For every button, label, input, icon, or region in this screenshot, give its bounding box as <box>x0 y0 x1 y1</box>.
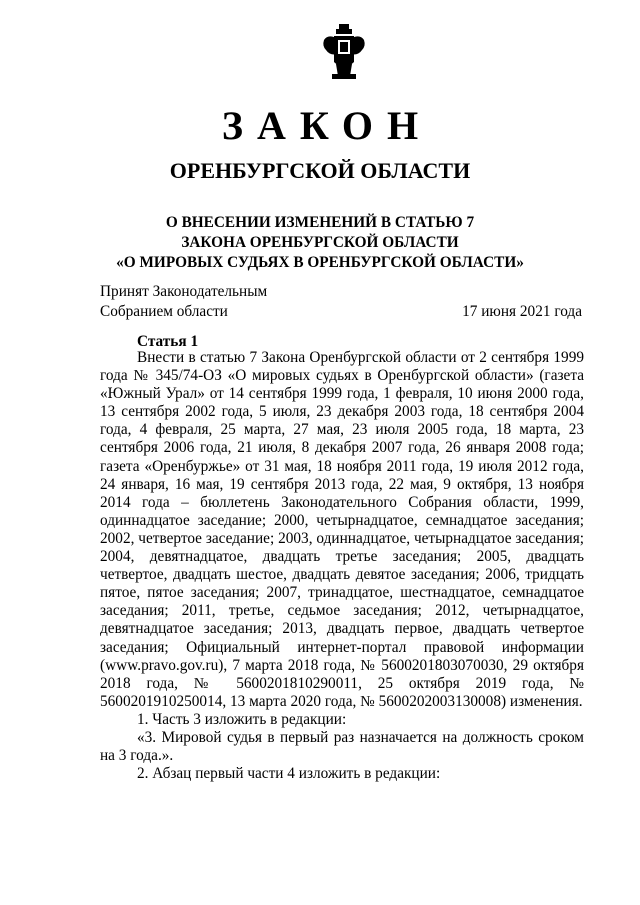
adoption-line-2: Собранием области <box>100 303 228 320</box>
adoption-body <box>100 282 267 322</box>
law-title-line-3: «О МИРОВЫХ СУДЬЯХ В ОРЕНБУРГСКОЙ ОБЛАСТИ» <box>116 254 524 271</box>
article-paragraph: 2. Абзац первый части 4 изложить в редакции: <box>137 765 441 783</box>
article-paragraph: Внести в статью 7 Закона Оренбургской области от 2 сентября 1999 года № 345/74-ОЗ «О мировых судьях в Оренбургской области» (газета «Южный Урал» от 14 сентября 1999 года, 1 февраля, 10 июня 2000 года, 13 сентября 2002 года, 5 июля, 23 декабря 2003 года, 18 сентября 2004 года, 4 февраля, 25 марта, 27 мая, 23 июля 2005 года, 18 марта, 23 сентября 2006 года, 21 июля, 8 декабря 2007 года, 26 января 2008 года; газета «Оренбуржье» от 31 мая, 18 ноября 2011 года, 19 июля 2012 года, 24 января, 16 мая, 19 сентября 2013 года, 22 мая, 9 октября, 13 ноября 2014 года – бюллетень Законодательного Собрания области, 1999, одиннадцатое заседание; 2000, четырнадцатое, семнадцатое заседания; 2002, четвертое заседание; 2003, одиннадцатое, четырнадцатое заседания; 2004, девятнадцатое, двадцать третье заседания; 2005, двадцать четвертое, двадцать шестое, двадцать девятое заседания; 2006, тридцать пятое, пятое заседания; 2007, тринадцатое, шестнадцатое, семнадцатое заседания; 2011, третье, седьмое заседания; 2012, четырнадцатое, девятнадцатое заседания; 2013, двадцать первое, двадцать четвертое заседания; Официальный интернет-портал правовой информации (www.pravo.gov.ru), 7 марта 2018 года, № 5600201803070030, 29 октября 2018 года, № 5600201810290011, 25 октября 2019 года, № 5600201910250014, 13 марта 2020 года, № 5600202003130008) изменения. <box>100 349 584 710</box>
coat-of-arms-icon <box>322 24 366 80</box>
article-paragraph: «3. Мировой судья в первый раз назначается на должность сроком на 3 года.». <box>100 728 584 765</box>
adoption-line-1: Принят Законодательным <box>100 283 268 300</box>
law-title-line-1: О ВНЕСЕНИИ ИЗМЕНЕНИЙ В СТАТЬЮ 7 <box>165 214 475 231</box>
law-title-line-2: ЗАКОНА ОРЕНБУРГСКОЙ ОБЛАСТИ <box>181 234 459 251</box>
article-paragraph: 1. Часть 3 изложить в редакции: <box>137 710 347 728</box>
article-heading: Статья 1 <box>137 333 199 350</box>
law-title <box>0 213 640 273</box>
region-heading: ОРЕНБУРГСКОЙ ОБЛАСТИ <box>169 158 471 183</box>
adoption-date: 17 июня 2021 года <box>462 303 582 320</box>
article-body <box>100 349 584 783</box>
document-type-heading: ЗАКОН <box>221 103 433 148</box>
